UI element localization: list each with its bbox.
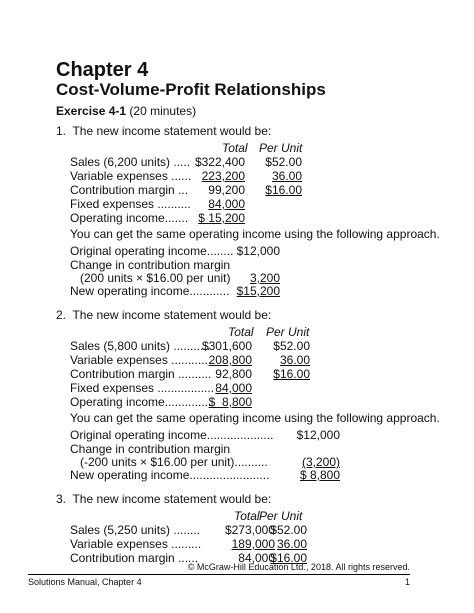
table-row (70, 353, 348, 367)
row-per-unit: 36.00 (279, 353, 310, 367)
row-per-unit: 36.00 (276, 537, 307, 551)
s1-approach-text: You can get the same operating income using the following approach. (70, 227, 440, 241)
table-row (70, 428, 340, 442)
row-label: Operating income.............. (70, 395, 212, 409)
s1-header-per-unit: Per Unit (259, 141, 303, 155)
row-label: Original operating income.................... (70, 428, 274, 442)
row-label: Fixed expenses .......... (70, 197, 191, 211)
footer-left: Solutions Manual, Chapter 4 (28, 577, 142, 587)
row-label: New operating income........................ (70, 468, 270, 482)
row-label: Change in contribution margin (70, 442, 231, 456)
table-row (70, 468, 340, 482)
chapter-heading: Chapter 4 (56, 59, 149, 81)
row-value: $15,200 (236, 284, 280, 298)
exercise-label: Exercise 4-1 (56, 104, 127, 118)
row-total: 84,000 (208, 197, 245, 211)
table-row (70, 442, 340, 456)
exercise-heading (56, 104, 196, 118)
row-label: Contribution margin ...... (70, 551, 199, 565)
row-label: Variable expenses ......... (70, 537, 202, 551)
table-row (70, 169, 340, 183)
s2-approach-text: You can get the same operating income using the following approach. (70, 411, 440, 425)
row-label: Change in contribution margin (70, 258, 231, 272)
row-label: Original operating income........ (70, 244, 234, 258)
table-row (70, 155, 340, 169)
row-total: 208,800 (208, 353, 252, 367)
s3-intro: 3. The new income statement would be: (56, 492, 272, 506)
row-label: Variable expenses ............. (70, 353, 215, 367)
row-label: Contribution margin ... (70, 183, 189, 197)
row-total: $322,400 (194, 155, 245, 169)
table-row (70, 537, 345, 551)
row-label: Fixed expenses ................. (70, 381, 215, 395)
row-value: (3,200) (301, 455, 340, 469)
row-value: $12,000 (236, 244, 280, 258)
table-row (70, 244, 280, 258)
table-row (70, 197, 340, 211)
row-total: $301,600 (201, 339, 252, 353)
s1-intro: 1. The new income statement would be: (56, 124, 272, 138)
s3-header-per-unit: Per Unit (259, 509, 303, 523)
row-label: Variable expenses ...... (70, 169, 192, 183)
s3-header-total: Total (234, 509, 260, 523)
table-row (70, 271, 280, 285)
table-row (70, 381, 348, 395)
row-total: $273,000 (224, 523, 275, 537)
row-per-unit: 36.00 (271, 169, 302, 183)
row-total: 189,000 (231, 537, 275, 551)
row-total: 92,800 (215, 367, 252, 381)
page-number: 1 (404, 577, 410, 587)
row-per-unit: $52.00 (273, 339, 310, 353)
row-value: $12,000 (296, 428, 340, 442)
table-row (70, 284, 280, 298)
row-per-unit: $52.00 (270, 523, 307, 537)
row-total: 84,000 (238, 551, 275, 565)
table-row (70, 367, 348, 381)
row-label: (-200 units × $16.00 per unit).......... (70, 455, 268, 469)
row-value: $ 8,800 (299, 468, 340, 482)
table-row (70, 258, 280, 272)
s2-intro: 2. The new income statement would be: (56, 308, 272, 322)
row-total: $ 15,200 (198, 211, 245, 225)
row-per-unit: $16.00 (265, 183, 302, 197)
row-label: Sales (5,800 units) ........... (70, 339, 211, 353)
row-per-unit: $16.00 (270, 551, 307, 565)
row-label: Contribution margin .......... (70, 367, 212, 381)
row-value: 3,200 (249, 271, 280, 285)
row-per-unit: $16.00 (273, 367, 310, 381)
footer-rule (28, 574, 410, 575)
row-total: 99,200 (208, 183, 245, 197)
row-total: 84,000 (215, 381, 252, 395)
page-title: Cost-Volume-Profit Relationships (56, 80, 326, 99)
s2-header-total: Total (228, 325, 254, 339)
row-label: Sales (5,250 units) ........ (70, 523, 201, 537)
table-row (70, 211, 340, 225)
row-label: Operating income....... (70, 211, 189, 225)
row-per-unit: $52.00 (265, 155, 302, 169)
copyright-notice: © McGraw-Hill Education Ltd., 2018. All rights reserved. (187, 562, 410, 572)
table-row (70, 455, 340, 469)
s1-header-total: Total (222, 141, 248, 155)
table-row (70, 183, 340, 197)
row-label: (200 units × $16.00 per unit) (70, 271, 231, 285)
row-total: $ 8,800 (208, 395, 252, 409)
table-row (70, 339, 348, 353)
row-label: New operating income............ (70, 284, 230, 298)
s2-header-per-unit: Per Unit (266, 325, 310, 339)
exercise-time: (20 minutes) (126, 104, 197, 118)
table-row (70, 395, 348, 409)
table-row (70, 523, 345, 537)
row-label: Sales (6,200 units) ..... (70, 155, 191, 169)
row-total: 223,200 (201, 169, 245, 183)
